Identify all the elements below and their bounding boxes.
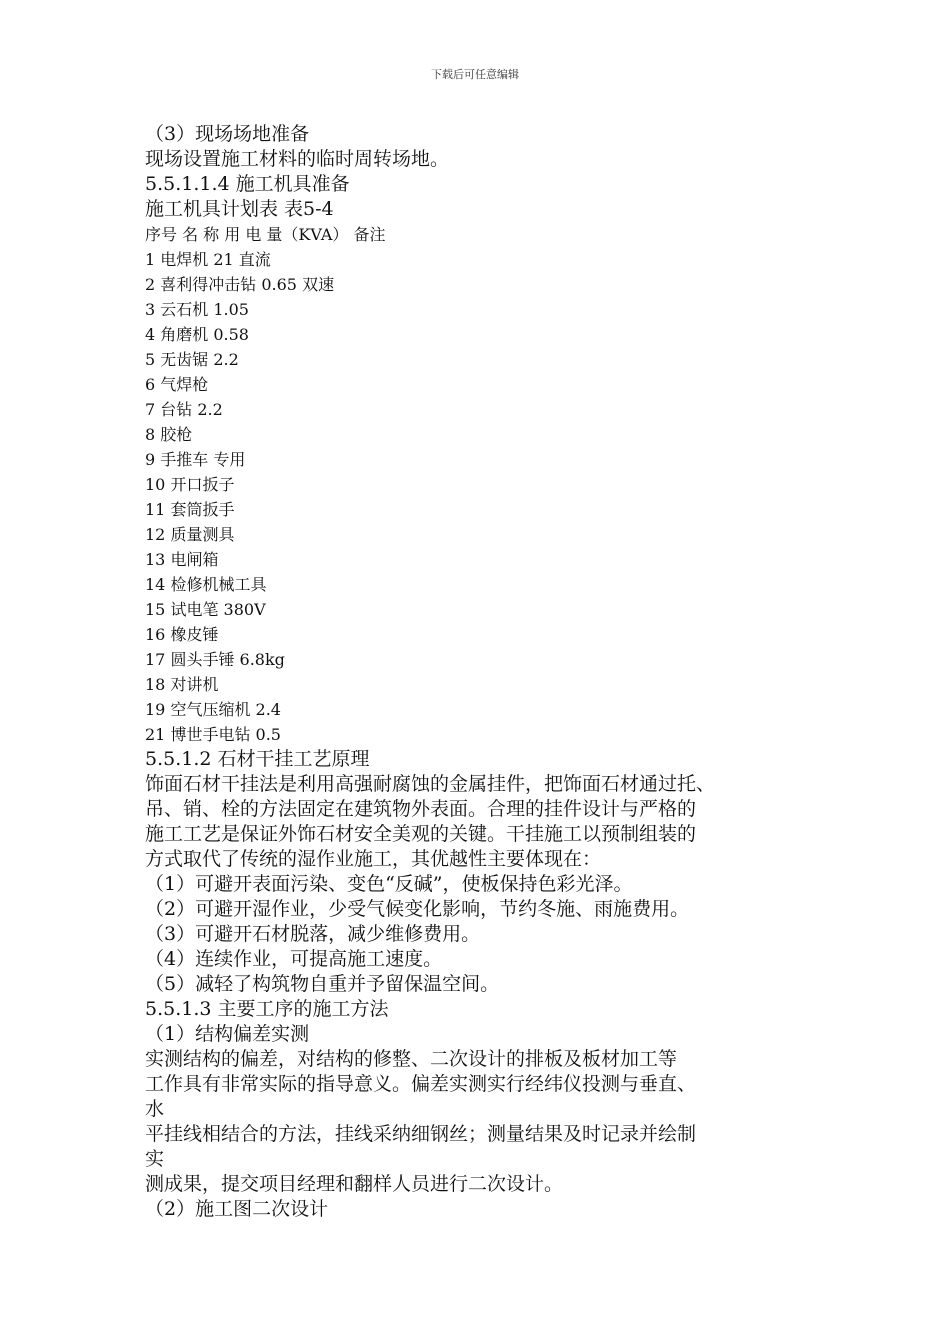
text-line: 水	[145, 1098, 165, 1120]
text-line: （2）可避开湿作业，少受气候变化影响，节约冬施、雨施费用。	[145, 898, 690, 920]
text-line: 13 电闸箱	[145, 550, 219, 569]
text-line: 11 套筒扳手	[145, 500, 235, 519]
document-body	[145, 122, 825, 1222]
text-line: （1）结构偏差实测	[145, 1023, 310, 1045]
text-line: 10 开口扳子	[145, 475, 235, 494]
text-line: 平挂线相结合的方法，挂线采纳细钢丝；测量结果及时记录并绘制	[145, 1123, 697, 1145]
text-line: 9 手推车 专用	[145, 450, 246, 469]
text-line: 7 台钻 2.2	[145, 400, 223, 419]
text-line: 4 角磨机 0.58	[145, 325, 249, 344]
text-line: 16 橡皮锤	[145, 625, 219, 644]
text-line: 5.5.1.1.4 施工机具准备	[145, 173, 350, 195]
text-line: 14 检修机械工具	[145, 575, 267, 594]
text-line: 方式取代了传统的湿作业施工，其优越性主要体现在：	[145, 848, 602, 870]
text-line: （1）可避开表面污染、变色“反碱”，使板保持色彩光泽。	[145, 873, 633, 895]
text-line: 序号 名 称 用 电 量（KVA） 备注	[145, 225, 386, 244]
text-line: （2）施工图二次设计	[145, 1198, 329, 1220]
text-line: 12 质量测具	[145, 525, 235, 544]
text-line: 21 博世手电钻 0.5	[145, 725, 281, 744]
text-line: 2 喜利得冲击钻 0.65 双速	[145, 275, 335, 294]
text-line: 5 无齿锯 2.2	[145, 350, 239, 369]
text-line: （3）现场场地准备	[145, 123, 310, 145]
text-line: 饰面石材干挂法是利用高强耐腐蚀的金属挂件，把饰面石材通过托、	[145, 773, 716, 795]
text-line: 3 云石机 1.05	[145, 300, 249, 319]
text-line: （5）减轻了构筑物自重并予留保温空间。	[145, 973, 500, 995]
text-line: 施工机具计划表 表5-4	[145, 198, 334, 220]
text-line: 工作具有非常实际的指导意义。偏差实测实行经纬仪投测与垂直、	[145, 1073, 697, 1095]
text-line: 18 对讲机	[145, 675, 219, 694]
text-line: 19 空气压缩机 2.4	[145, 700, 281, 719]
text-line: （4）连续作业，可提高施工速度。	[145, 948, 443, 970]
text-line: 8 胶枪	[145, 425, 193, 444]
text-line: 施工工艺是保证外饰石材安全美观的关键。干挂施工以预制组装的	[145, 823, 697, 845]
text-line: 17 圆头手锤 6.8kg	[145, 650, 285, 669]
text-line: 吊、销、栓的方法固定在建筑物外表面。合理的挂件设计与严格的	[145, 798, 697, 820]
text-line: 15 试电笔 380V	[145, 600, 266, 619]
text-line: 5.5.1.3 主要工序的施工方法	[145, 998, 389, 1020]
text-line: 5.5.1.2 石材干挂工艺原理	[145, 748, 370, 770]
text-line: 实测结构的偏差，对结构的修整、二次设计的排板及板材加工等	[145, 1048, 678, 1070]
text-line: 6 气焊枪	[145, 375, 209, 394]
text-line: 现场设置施工材料的临时周转场地。	[145, 148, 450, 170]
text-line: 实	[145, 1148, 165, 1170]
text-line: （3）可避开石材脱落，减少维修费用。	[145, 923, 481, 945]
text-line: 测成果，提交项目经理和翻样人员进行二次设计。	[145, 1173, 564, 1195]
page-header: 下载后可任意编辑	[431, 68, 519, 81]
text-line: 1 电焊机 21 直流	[145, 250, 271, 269]
